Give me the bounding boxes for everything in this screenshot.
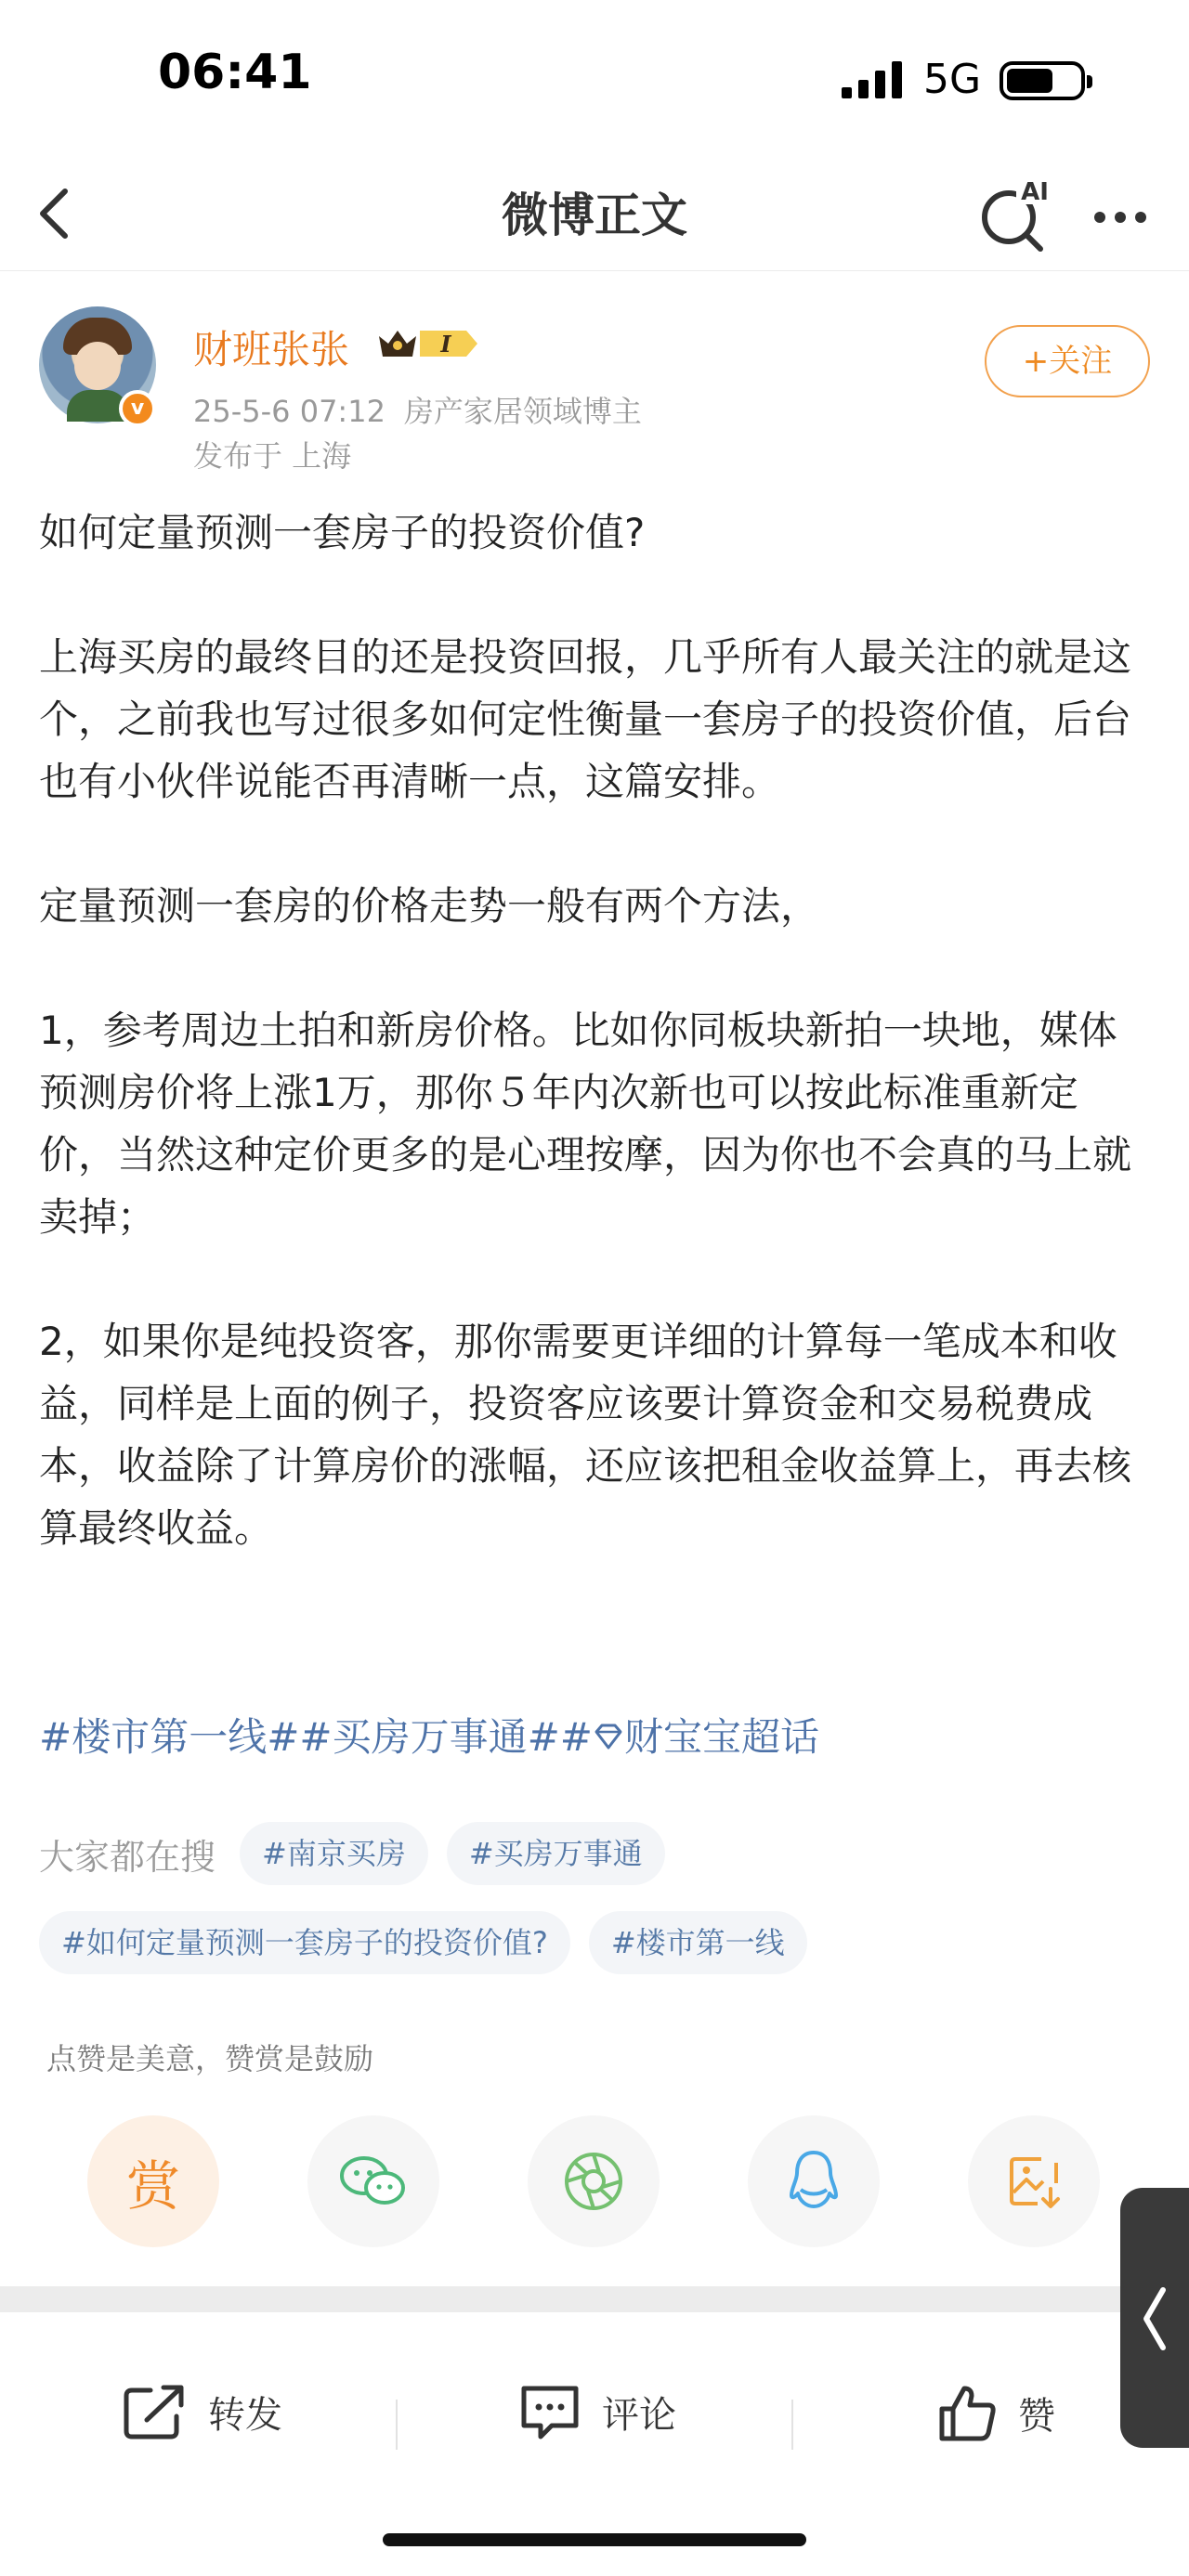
post-body [39, 501, 1154, 1559]
section-divider [0, 2286, 1189, 2312]
wechat-icon [338, 2153, 409, 2210]
post-location: 发布于 上海 [193, 438, 352, 474]
reward-tip-arrow [141, 2091, 167, 2104]
side-drawer-tab[interactable] [1120, 2188, 1189, 2448]
action-divider [791, 2400, 793, 2450]
reward-tip: 点赞是美意，赞赏是鼓励 [46, 2041, 374, 2076]
qq-icon [786, 2149, 842, 2214]
network-type: 5G [923, 56, 982, 103]
moments-icon [562, 2150, 625, 2213]
verified-icon: v [119, 390, 156, 427]
more-icon[interactable] [1083, 180, 1157, 254]
topic-links [39, 1707, 819, 1763]
post-paragraph: 2，如果你是纯投资客，那你需要更详细的计算每一笔成本和收益，同样是上面的例子，投资客应该要计算资金和交易税费成本，收益除了计算房价的涨幅，还应该把租金收益算上，再去核算最终收益。 [39, 1319, 1132, 1551]
search-tags-row [39, 1822, 665, 1885]
comment-button[interactable] [518, 2383, 676, 2440]
save-image-icon [1004, 2152, 1064, 2211]
home-indicator[interactable] [383, 2533, 806, 2546]
like-button[interactable] [936, 2383, 1055, 2442]
save-image-button[interactable] [968, 2115, 1100, 2247]
topic-link-loushi[interactable]: #楼市第一线# [39, 1714, 300, 1760]
post-meta [193, 388, 642, 431]
chevron-left-icon [1139, 2284, 1170, 2353]
status-bar [0, 0, 1189, 158]
nav-bar [0, 158, 1189, 271]
topic-link-maifang[interactable]: #买房万事通# [299, 1714, 560, 1760]
search-tags-label: 大家都在搜 [39, 1836, 216, 1878]
search-tag[interactable]: #南京买房 [240, 1822, 428, 1885]
member-badge-icon[interactable] [373, 323, 481, 364]
author-name[interactable]: 财班张张 [193, 327, 350, 372]
like-label: 赞 [1018, 2394, 1055, 2438]
repost-icon [123, 2383, 188, 2440]
repost-button[interactable] [123, 2383, 282, 2440]
post-paragraph: 如何定量预测一套房子的投资价值? [39, 510, 646, 555]
comment-icon [518, 2383, 581, 2440]
share-wechat-button[interactable] [307, 2115, 439, 2247]
action-bar [0, 2331, 1189, 2489]
ai-search-icon[interactable] [975, 175, 1055, 254]
post-paragraph: 1，参考周边土拍和新房价格。比如你同板块新拍一块地，媒体预测房价将上涨1万，那你５年内次新也可以按此标准重新定价，当然这种定价更多的是心理按摩，因为你也不会真的马上就卖掉； [39, 1008, 1132, 1240]
diamond-icon [593, 1721, 624, 1752]
follow-button[interactable]: +关注 [985, 325, 1150, 397]
repost-label: 转发 [208, 2393, 282, 2437]
like-icon [936, 2383, 998, 2442]
search-tag[interactable]: #楼市第一线 [589, 1911, 807, 1974]
comment-label: 评论 [602, 2393, 676, 2437]
battery-icon [1000, 61, 1085, 100]
search-tag[interactable]: #买房万事通 [447, 1822, 665, 1885]
share-row [87, 2115, 1109, 2247]
page-title: 微博正文 [502, 189, 687, 242]
search-tags-row [39, 1911, 807, 1974]
post-timestamp: 25-5-6 07:12 [193, 394, 385, 429]
share-moments-button[interactable] [528, 2115, 660, 2247]
action-divider [396, 2400, 398, 2450]
author-field: 房产家居领域博主 [403, 394, 642, 429]
reward-label: 赏 [125, 2154, 180, 2218]
post-paragraph: 定量预测一套房的价格走势一般有两个方法， [39, 883, 820, 929]
member-level: I [440, 331, 451, 358]
status-time: 06:41 [158, 45, 312, 100]
share-qq-button[interactable] [748, 2115, 880, 2247]
topic-link-caibaobao[interactable]: # 财宝宝超话 [559, 1714, 819, 1760]
post-paragraph: 上海买房的最终目的还是投资回报，几乎所有人最关注的就是这个，之前我也写过很多如何定性衡量一套房子的投资价值，后台也有小伙伴说能否再清晰一点，这篇安排。 [39, 634, 1132, 804]
signal-icon [842, 61, 905, 98]
reward-button[interactable] [87, 2115, 219, 2247]
ai-label: AI [1021, 178, 1049, 206]
search-tag[interactable]: #如何定量预测一套房子的投资价值? [39, 1911, 570, 1974]
